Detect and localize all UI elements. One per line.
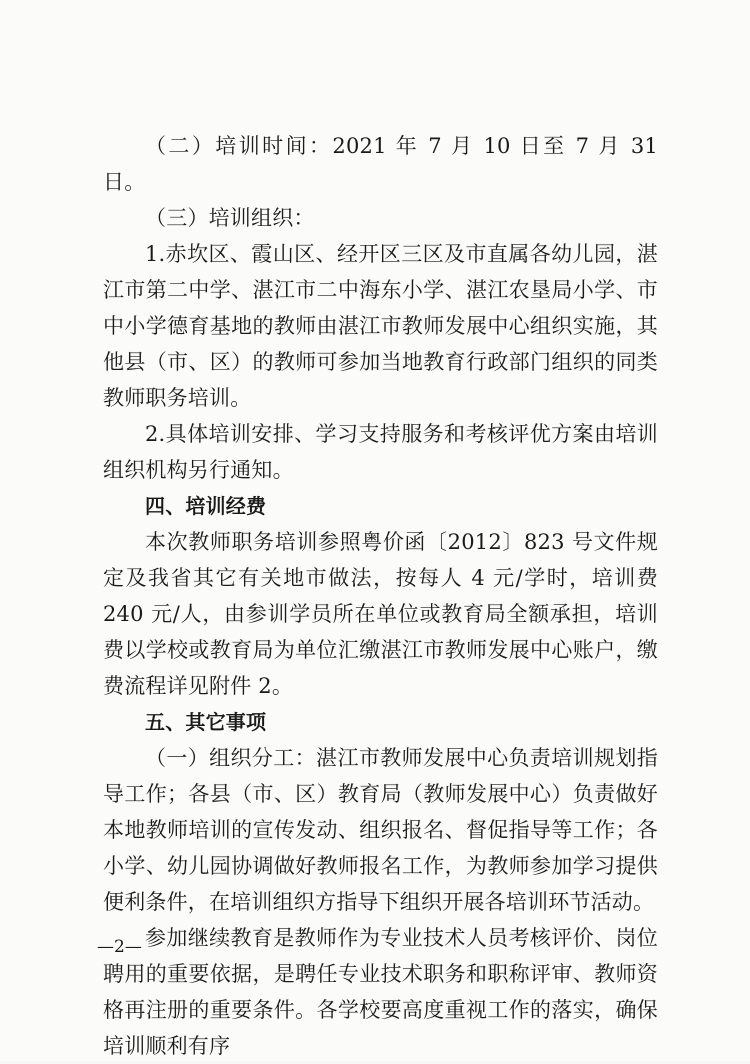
page-number: —2—	[97, 937, 142, 957]
training-fee-heading: 四、培训经费	[145, 494, 267, 518]
other-matters-heading: 五、其它事项	[145, 710, 267, 734]
training-organization-item-2: 2.具体培训安排、学习支持服务和考核评优方案由培训组织机构另行通知。	[103, 422, 658, 482]
training-organization-item-1: 1.赤坎区、霞山区、经开区三区及市直属各幼儿园，湛江市第二中学、湛江市二中海东小学、湛江农垦局小学、市中小学德育基地的教师由湛江市教师发展中心组织实施，其他县（市、区）的教师可参加当地教育行政部门组织的同类教师职务培训。	[103, 242, 658, 410]
training-organization-subheading: （三）培训组织：	[145, 206, 315, 230]
document-body	[103, 128, 658, 1064]
training-fee-paragraph: 本次教师职务培训参照粤价函〔2012〕823 号文件规定及我省其它有关地市做法，按每人 4 元/学时，培训费 240 元/人，由参训学员所在单位或教育局全额承担，培训费以学校或教育局为单位汇缴湛江市教师发展中心账户，缴费流程详见附件 2。	[103, 530, 658, 698]
training-time-paragraph: （二）培训时间：2021 年 7 月 10 日至 7 月 31 日。	[103, 134, 658, 194]
organization-division-paragraph: （一）组织分工：湛江市教师发展中心负责培训规划指导工作；各县（市、区）教育局（教师发展中心）负责做好本地教师培训的宣传发动、组织报名、督促指导等工作；各小学、幼儿园协调做好教师报名工作，为教师参加学习提供便利条件，在培训组织方指导下组织开展各培训环节活动。	[103, 746, 658, 914]
continuing-education-paragraph: 参加继续教育是教师作为专业技术人员考核评价、岗位聘用的重要依据，是聘任专业技术职务和职称评审、教师资格再注册的重要条件。各学校要高度重视工作的落实，确保培训顺利有序	[103, 926, 658, 1058]
